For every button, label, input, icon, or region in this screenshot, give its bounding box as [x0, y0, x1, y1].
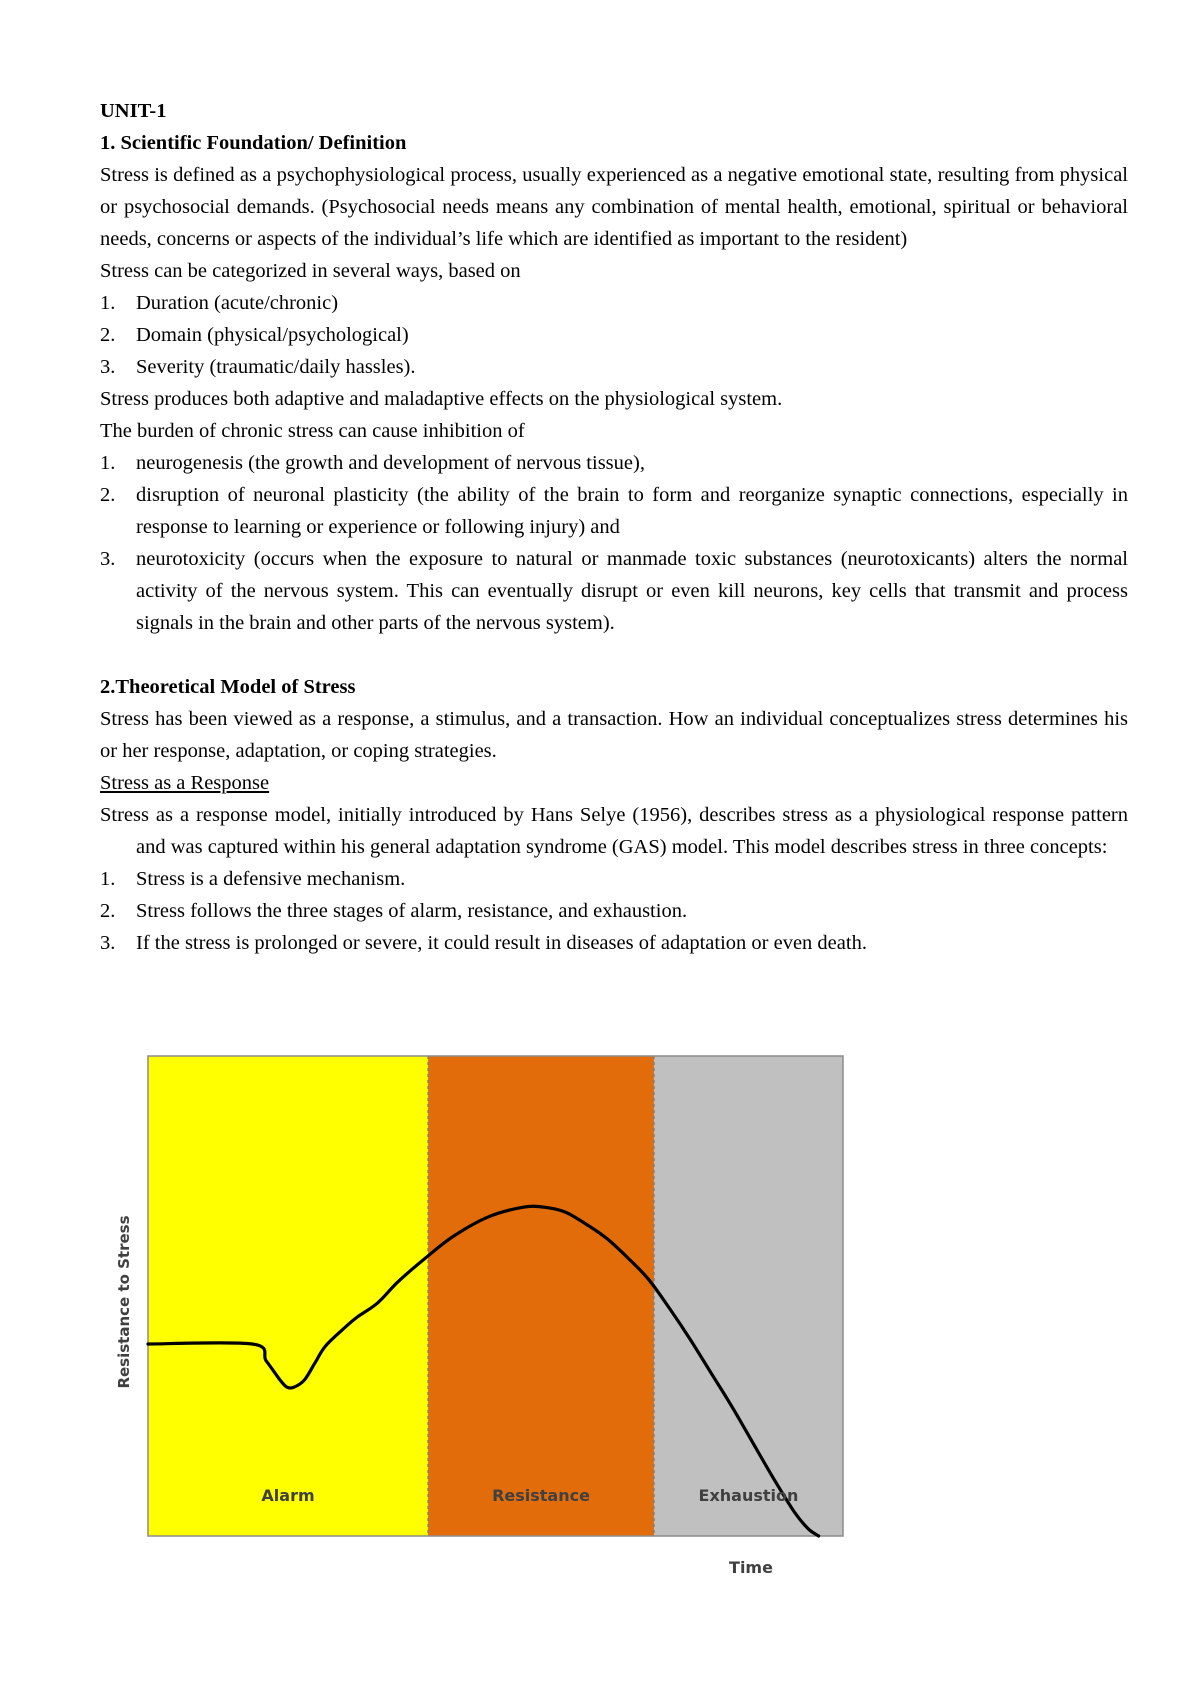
effects-text: Stress produces both adaptive and maladaptive effects on the physiological system.: [100, 388, 783, 410]
section-2-heading: 2.Theoretical Model of Stress: [100, 676, 356, 698]
list-text: Domain (physical/psychological): [136, 324, 409, 346]
list-number: 2.: [100, 324, 116, 346]
section-1-heading: 1. Scientific Foundation/ Definition: [100, 132, 407, 154]
gas-chart-svg: [108, 1040, 858, 1580]
stage-label-alarm: Alarm: [261, 1486, 315, 1505]
list-number: 3.: [100, 932, 116, 954]
list-number: 1.: [100, 868, 116, 890]
section-2-intro: Stress has been viewed as a response, a stimulus, and a transaction. How an individual conceptualizes stress determines his or her response, adaptation, or coping strategies.: [100, 708, 1128, 762]
unit-title: UNIT-1: [100, 100, 167, 122]
category-item: [100, 319, 1128, 351]
categorized-intro: Stress can be categorized in several ways, based on: [100, 260, 521, 282]
inhibition-item: [100, 479, 1128, 543]
concept-item: [100, 863, 1128, 895]
list-number: 1.: [100, 452, 116, 474]
list-number: 2.: [100, 484, 116, 506]
response-model-text: Stress as a response model, initially introduced by Hans Selye (1956), describes stress as a physiological response pattern and was captured within his general adaptation syndrome (GAS) model. This model describes stress in three concepts:: [100, 804, 1128, 858]
list-text: Duration (acute/chronic): [136, 292, 339, 314]
stage-label-resistance: Resistance: [492, 1486, 590, 1505]
list-text: Stress is a defensive mechanism.: [136, 868, 406, 890]
x-axis-label: Time: [729, 1558, 773, 1577]
section-gap: [100, 639, 1128, 671]
stage-band-resistance: [428, 1056, 654, 1536]
burden-intro: The burden of chronic stress can cause inhibition of: [100, 420, 525, 442]
category-item: [100, 287, 1128, 319]
stress-as-response-subheading: Stress as a Response: [100, 772, 270, 794]
list-text: Severity (traumatic/daily hassles).: [136, 356, 416, 378]
inhibition-item: [100, 447, 1128, 479]
list-number: 3.: [100, 548, 116, 570]
document-page: [100, 95, 1128, 959]
y-axis-label: Resistance to Stress: [115, 1215, 133, 1389]
list-text: neurogenesis (the growth and development of nervous tissue),: [136, 452, 645, 474]
stage-label-exhaustion: Exhaustion: [698, 1486, 799, 1505]
list-number: 2.: [100, 900, 116, 922]
list-number: 1.: [100, 292, 116, 314]
inhibition-item: [100, 543, 1128, 639]
concept-item: [100, 895, 1128, 927]
list-text: neurotoxicity (occurs when the exposure to natural or manmade toxic substances (neurotoxicants) alters the normal activity of the nervous system. This can eventually disrupt or even kill neurons, key cells that transmit and process signals in the brain and other parts of the nervous system).: [136, 548, 1128, 634]
stress-definition: Stress is defined as a psychophysiological process, usually experienced as a negative emotional state, resulting from physical or psychosocial demands. (Psychosocial needs means any combination of mental health, emotional, spiritual or behavioral needs, concerns or aspects of the individual’s life which are identified as important to the resident): [100, 164, 1128, 250]
list-number: 3.: [100, 356, 116, 378]
gas-chart: [108, 1040, 858, 1580]
list-text: disruption of neuronal plasticity (the ability of the brain to form and reorganize synaptic connections, especially in response to learning or experience or following injury) and: [136, 484, 1128, 538]
list-text: If the stress is prolonged or severe, it could result in diseases of adaptation or even death.: [136, 932, 867, 954]
stage-bands: [148, 1056, 843, 1536]
list-text: Stress follows the three stages of alarm, resistance, and exhaustion.: [136, 900, 688, 922]
concept-item: [100, 927, 1128, 959]
stage-band-exhaustion: [654, 1056, 843, 1536]
category-item: [100, 351, 1128, 383]
